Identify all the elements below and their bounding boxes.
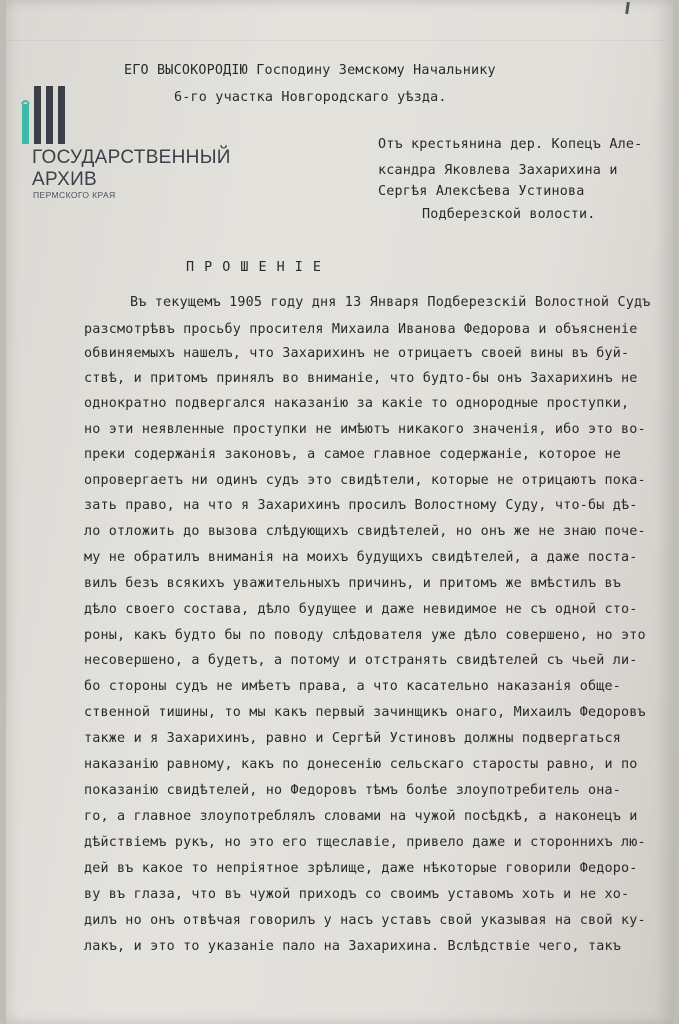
body-line: вилъ безъ всякихъ уважительныхъ причинъ, и притомъ же вмѣстилъ въ <box>84 576 622 591</box>
document-page <box>6 0 673 1024</box>
address-line-2: 6-го участка Новгородскаго уѣзда. <box>174 90 447 105</box>
archive-columns-logo <box>20 86 70 144</box>
paper-crease <box>6 40 666 41</box>
sender-line-4: Подберезской волости. <box>422 207 596 222</box>
archive-name-line1: ГОСУДАРСТВЕННЫЙ <box>32 147 231 168</box>
sender-line-3: Сергѣя Алексѣева Устинова <box>378 184 585 199</box>
body-line: дей въ какое то непріятное зрѣлище, даже нѣкоторые говорили Федоро- <box>84 861 638 876</box>
body-line: также и я Захарихинъ, равно и Сергѣй Устиновъ должны подвергаться <box>84 731 622 746</box>
body-line: обвиняемыхъ нашелъ, что Захарихинъ не отрицаетъ своей вины въ буй- <box>84 346 630 361</box>
archive-region: ПЕРМСКОГО КРАЯ <box>33 190 116 200</box>
body-line: показанію свидѣтелей, но Федоровъ тѣмъ болѣе злоупотребитель она- <box>84 783 622 798</box>
body-line: Въ текущемъ 1905 году дня 13 Января Подберезскій Волостной Судъ <box>130 295 651 310</box>
body-line: ву въ глаза, что въ чужой приходъ со своимъ уставомъ хоть и не хо- <box>84 887 630 902</box>
document-title: П Р О Ш Е Н І Е <box>186 260 322 275</box>
body-line: преки содержанія законовъ, а самое главное содержаніе, которое не <box>84 447 622 462</box>
body-line: ственной тишины, то мы какъ первый зачинщикъ онаго, Михаилъ Федоровъ <box>84 705 646 720</box>
body-line: зать право, на что я Захарихинъ просилъ Волостному Суду, что-бы дѣ- <box>84 498 638 513</box>
body-line: несовершено, а будетъ, а потому и отстранять свидѣтелей съ чьей ли- <box>84 653 638 668</box>
body-line: лакъ, и это то указаніе пало на Захарихина. Вслѣдствіе чего, такъ <box>84 939 622 954</box>
body-line: разсмотрѣвъ просьбу просителя Михаила Иванова Федорова и объясненіе <box>84 322 638 337</box>
sender-line-1: Отъ крестьянина дер. Копецъ Але- <box>378 137 643 152</box>
body-line: му не обратилъ вниманія на моихъ будущихъ свидѣтелей, а даже поста- <box>84 550 638 565</box>
sender-line-2: ксандра Яковлева Захарихина и <box>378 163 618 178</box>
body-line: однократно подвергался наказанію за какіе то однородные проступки, <box>84 396 630 411</box>
body-line: дѣйствіемъ рукъ, но это его тщеславіе, привело даже и стороннихъ лю- <box>84 835 646 850</box>
body-line: ствѣ, и притомъ принялъ во вниманіе, что будто-бы онъ Захарихинъ не <box>84 371 638 386</box>
body-line: го, а главное злоупотреблялъ словами на чужой посѣдкѣ, а наконецъ и <box>84 809 638 824</box>
body-line: дѣло своего состава, дѣло будущее и даже невидимое не съ одной сто- <box>84 602 638 617</box>
archive-name-line2: АРХИВ <box>32 169 97 190</box>
body-line: ло отложить до вызова слѣдующихъ свидѣтелей, но онъ же не знаю поче- <box>84 524 646 539</box>
body-line: роны, какъ будто бы по поводу слѣдователя уже дѣло совершено, но это <box>84 628 646 643</box>
address-line-1: ЕГО ВЫСОКОРОДІЮ Господину Земскому Начальнику <box>124 63 496 78</box>
body-line: бо стороны судъ не имѣетъ права, а что касательно наказанія обще- <box>84 679 622 694</box>
paper-edge-mark <box>625 2 630 14</box>
body-line: наказанію равному, какъ по донесенію сельскаго старосты равно, и по <box>84 757 638 772</box>
body-line: дилъ но онъ отвѣчая говорилъ у насъ уставъ свой указывая на свой ку- <box>84 913 646 928</box>
body-line: опровергаетъ ни одинъ судъ это свидѣтели, которые не отрицаютъ пока- <box>84 473 646 488</box>
body-line: но эти неявленные проступки не имѣютъ никакого значенія, ибо это во- <box>84 422 646 437</box>
